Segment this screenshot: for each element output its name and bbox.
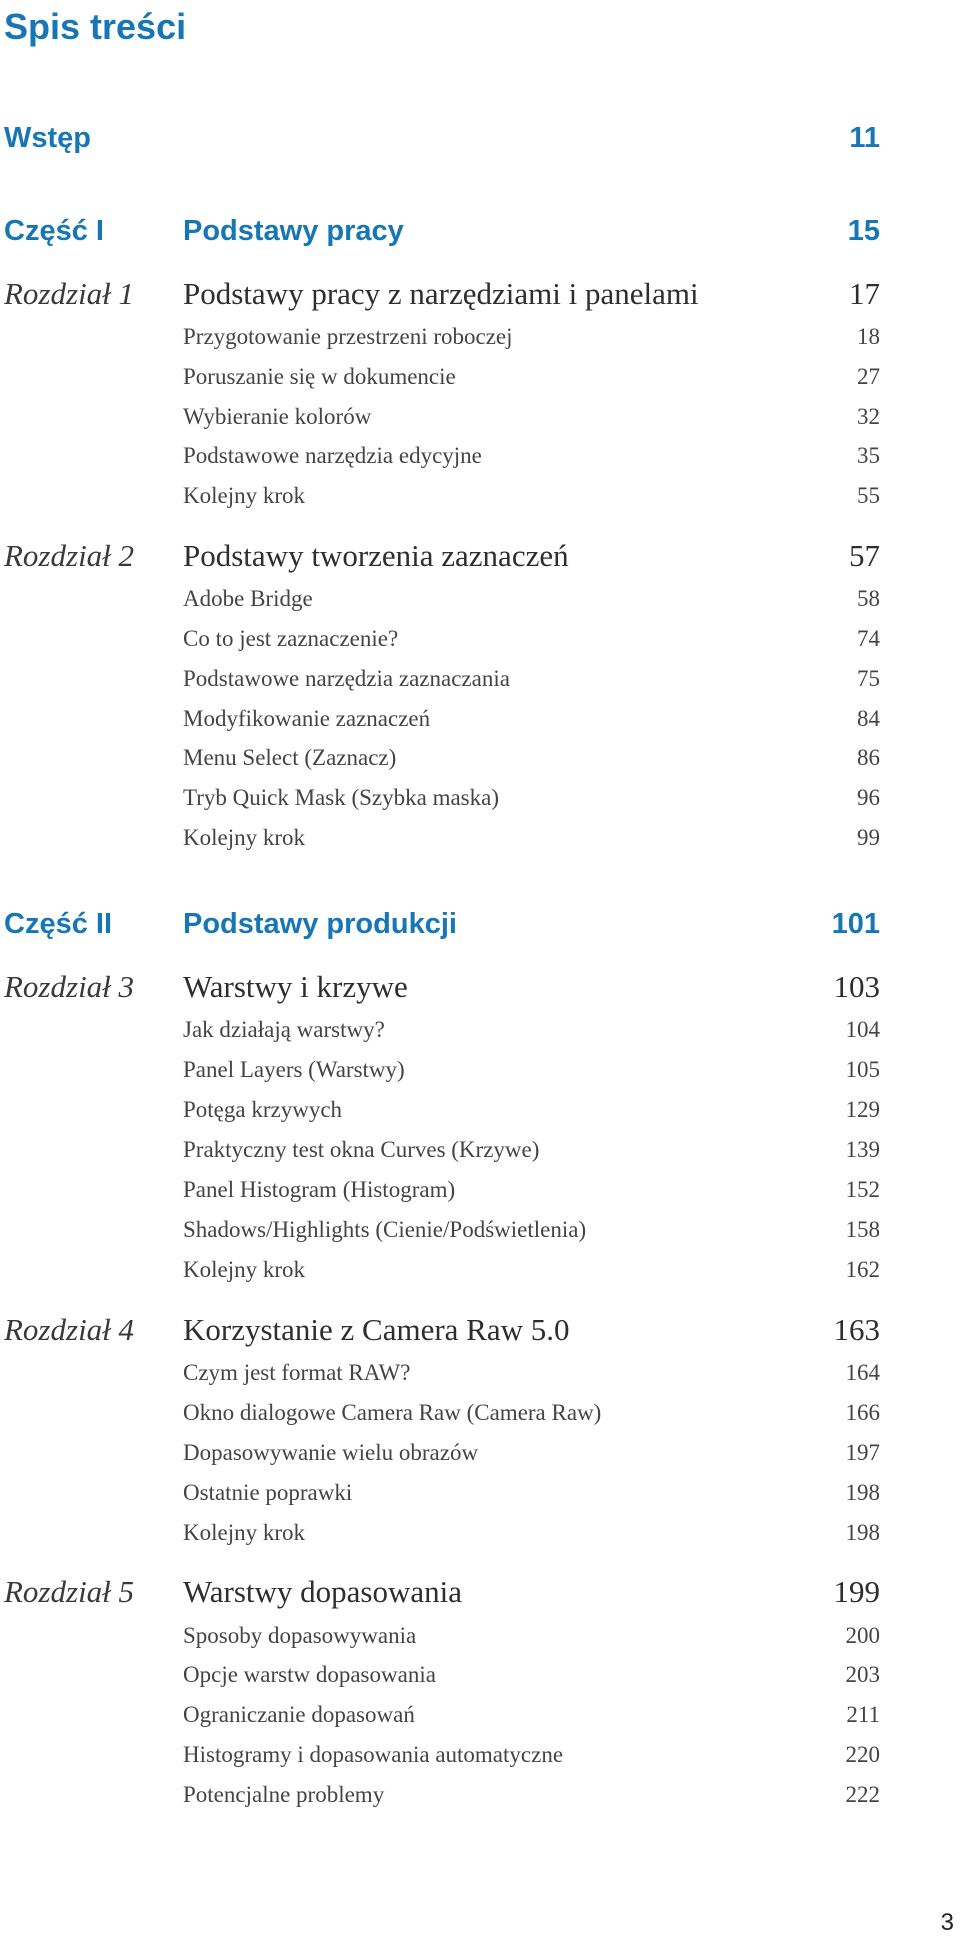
chapter-page: 103 — [833, 969, 880, 1004]
entry-page: 86 — [857, 745, 880, 770]
entry-page: 222 — [845, 1782, 880, 1807]
entry-title: Kolejny krok — [183, 825, 306, 850]
entry-title: Opcje warstw dopasowania — [183, 1662, 436, 1687]
chapter-label: Rozdział 4 — [4, 1312, 135, 1347]
entry-title: Shadows/Highlights (Cienie/Podświetlenia) — [183, 1217, 587, 1242]
entry-title: Panel Layers (Warstwy) — [183, 1057, 405, 1082]
part-title: Podstawy pracy — [183, 215, 404, 247]
entry-title: Tryb Quick Mask (Szybka maska) — [183, 785, 500, 810]
chapter-title: Podstawy pracy z narzędziami i panelami — [183, 276, 699, 311]
page-title: Spis treści — [4, 6, 187, 47]
entry-page: 58 — [857, 586, 880, 611]
entry-page: 166 — [845, 1400, 880, 1425]
part-page: 15 — [847, 215, 880, 247]
entry-page: 211 — [846, 1702, 880, 1727]
entry-page: 32 — [857, 404, 880, 429]
entry-page: 139 — [845, 1137, 880, 1162]
entry-page: 164 — [845, 1360, 880, 1385]
entry-page: 75 — [857, 666, 880, 691]
entry-page: 200 — [845, 1623, 880, 1648]
entry-title: Przygotowanie przestrzeni roboczej — [183, 324, 513, 349]
entry-title: Ostatnie poprawki — [183, 1480, 353, 1505]
chapter-label: Rozdział 2 — [4, 538, 135, 573]
entry-page: 198 — [845, 1520, 880, 1545]
entry-page: 129 — [845, 1097, 880, 1122]
entry-title: Jak działają warstwy? — [183, 1017, 385, 1042]
part-title: Podstawy produkcji — [183, 908, 457, 940]
entry-page: 220 — [845, 1742, 880, 1767]
entry-page: 105 — [845, 1057, 880, 1082]
chapter-title: Warstwy i krzywe — [183, 969, 408, 1004]
chapter-label: Rozdział 1 — [4, 276, 135, 311]
entry-page: 74 — [857, 626, 880, 651]
chapter-title: Podstawy tworzenia zaznaczeń — [183, 538, 569, 573]
chapter-label: Rozdział 3 — [4, 969, 135, 1004]
part-page: 101 — [831, 908, 880, 940]
entry-title: Kolejny krok — [183, 1257, 306, 1282]
entry-title: Wybieranie kolorów — [183, 404, 372, 429]
page-number: 3 — [940, 1909, 954, 1936]
entry-title: Kolejny krok — [183, 1520, 306, 1545]
entry-title: Histogramy i dopasowania automatyczne — [183, 1742, 564, 1767]
entry-page: 104 — [845, 1017, 880, 1042]
entry-title: Podstawowe narzędzia zaznaczania — [183, 666, 510, 691]
entry-page: 158 — [845, 1217, 880, 1242]
entry-page: 152 — [845, 1177, 880, 1202]
entry-title: Okno dialogowe Camera Raw (Camera Raw) — [183, 1400, 602, 1425]
entry-page: 162 — [845, 1257, 880, 1282]
entry-page: 55 — [857, 483, 880, 508]
chapter-page: 163 — [833, 1312, 880, 1347]
entry-title: Modyfikowanie zaznaczeń — [183, 706, 431, 731]
entry-page: 96 — [857, 785, 880, 810]
entry-page: 84 — [857, 706, 880, 731]
entry-title: Panel Histogram (Histogram) — [183, 1177, 456, 1202]
entry-page: 203 — [845, 1662, 880, 1687]
entry-title: Poruszanie się w dokumencie — [183, 364, 456, 389]
entry-title: Co to jest zaznaczenie? — [183, 626, 399, 651]
entry-title: Menu Select (Zaznacz) — [183, 745, 397, 770]
chapter-label: Rozdział 5 — [4, 1574, 135, 1609]
part-label: Część II — [4, 908, 112, 940]
entry-title: Ograniczanie dopasowań — [183, 1702, 415, 1727]
chapter-title: Warstwy dopasowania — [183, 1574, 463, 1609]
entry-title: Praktyczny test okna Curves (Krzywe) — [183, 1137, 540, 1162]
intro-label: Wstęp — [4, 122, 91, 154]
part-label: Część I — [4, 215, 104, 247]
entry-title: Kolejny krok — [183, 483, 306, 508]
chapter-page: 17 — [849, 276, 880, 311]
entry-title: Czym jest format RAW? — [183, 1360, 411, 1385]
entry-title: Adobe Bridge — [183, 586, 313, 611]
chapter-page: 199 — [833, 1574, 880, 1609]
entry-page: 197 — [845, 1440, 880, 1465]
chapter-title: Korzystanie z Camera Raw 5.0 — [183, 1312, 570, 1347]
entry-title: Podstawowe narzędzia edycyjne — [183, 443, 482, 468]
entry-page: 198 — [845, 1480, 880, 1505]
entry-title: Sposoby dopasowywania — [183, 1623, 417, 1648]
entry-page: 27 — [857, 364, 880, 389]
entry-title: Dopasowywanie wielu obrazów — [183, 1440, 479, 1465]
entry-page: 18 — [857, 324, 880, 349]
intro-page: 11 — [849, 122, 880, 154]
chapter-page: 57 — [849, 538, 880, 573]
entry-title: Potęga krzywych — [183, 1097, 343, 1122]
entry-title: Potencjalne problemy — [183, 1782, 385, 1807]
entry-page: 35 — [857, 443, 880, 468]
entry-page: 99 — [857, 825, 880, 850]
